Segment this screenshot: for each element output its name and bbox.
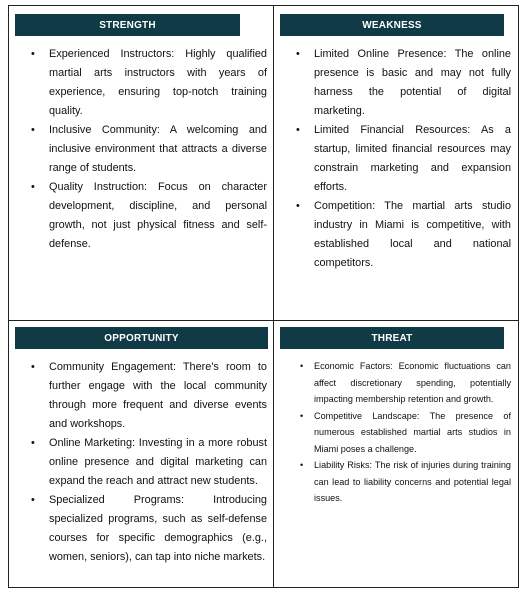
strength-cell (9, 6, 273, 320)
threat-item: • Competitive Landscape: The presence of numerous established martial arts studios in Miami poses a challenge. (314, 408, 511, 458)
threat-list (314, 358, 511, 507)
threat-item: • Economic Factors: Economic fluctuations can affect discretionary spending, potentially impacting membership retention and growth. (314, 358, 511, 408)
strength-item: • Quality Instruction: Focus on character development, discipline, and personal growth, not just physical fitness and self-defense. (49, 178, 267, 254)
strength-list (49, 45, 267, 254)
swot-table (8, 5, 519, 588)
threat-cell (274, 321, 518, 587)
weakness-header: WEAKNESS (280, 14, 504, 36)
opportunity-item: • Specialized Programs: Introducing specialized programs, such as self-defense courses for specific demographics (e.g., women, seniors), can tap into niche markets. (49, 491, 267, 567)
strength-header: STRENGTH (15, 14, 240, 36)
threat-header: THREAT (280, 327, 504, 349)
weakness-item: • Limited Financial Resources: As a startup, limited financial resources may constrain marketing and expansion efforts. (314, 121, 511, 197)
weakness-item: • Limited Online Presence: The online presence is basic and may not fully harness the potential of digital marketing. (314, 45, 511, 121)
threat-item: • Liability Risks: The risk of injuries during training can lead to liability concerns and potential legal issues. (314, 457, 511, 507)
opportunity-item: • Online Marketing: Investing in a more robust online presence and digital marketing can expand the reach and attract new students. (49, 434, 267, 491)
strength-item: • Inclusive Community: A welcoming and inclusive environment that attracts a diverse range of students. (49, 121, 267, 178)
opportunity-item: • Community Engagement: There's room to further engage with the local community through more frequent and diverse events and workshops. (49, 358, 267, 434)
weakness-item: • Competition: The martial arts studio industry in Miami is competitive, with established local and national competitors. (314, 197, 511, 273)
opportunity-cell (9, 321, 273, 587)
opportunity-header: OPPORTUNITY (15, 327, 268, 349)
weakness-cell (274, 6, 518, 320)
strength-item: • Experienced Instructors: Highly qualified martial arts instructors with years of experience, ensuring top-notch training quality. (49, 45, 267, 121)
opportunity-list (49, 358, 267, 567)
weakness-list (314, 45, 511, 273)
